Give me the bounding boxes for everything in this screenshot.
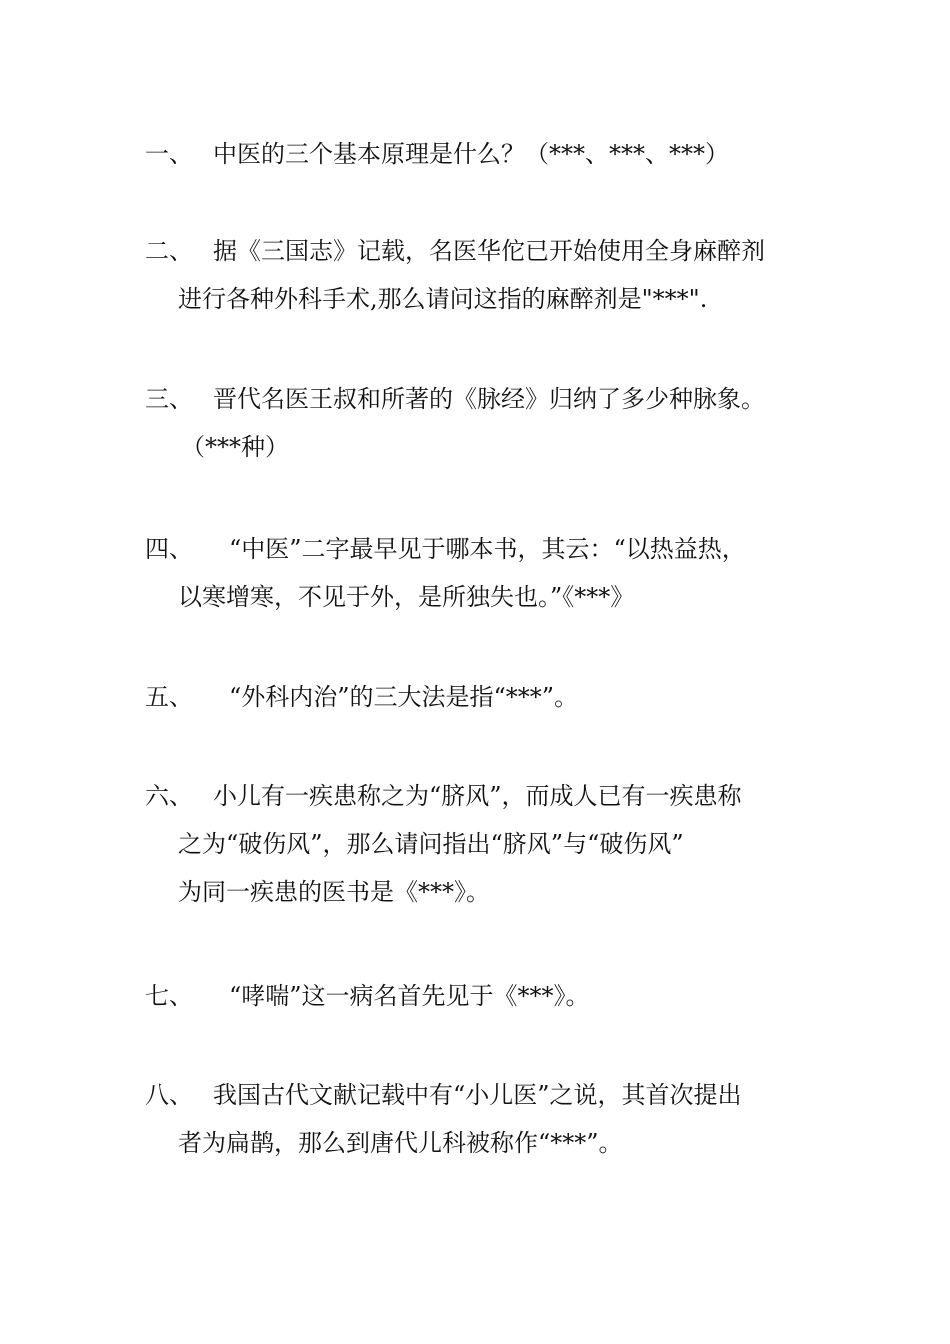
question-text-line: 以寒增寒，不见于外，是所独失也。”《***》: [178, 583, 635, 611]
question-3: [145, 375, 845, 471]
question-text-line: 者为扁鹊，那么到唐代儿科被称作“***”。: [178, 1129, 623, 1157]
question-text-line: “中医”二字最早见于哪本书，其云：“以热益热，: [229, 535, 746, 563]
question-6: [145, 772, 845, 916]
question-text-line: “哮喘”这一病名首先见于《***》。: [229, 982, 590, 1010]
question-text-line: 之为“破伤风”，那么请问指出“脐风”与“破伤风”: [178, 830, 684, 858]
question-text-line: 晋代名医王叔和所著的《脉经》归纳了多少种脉象。: [213, 385, 765, 413]
question-number: 三、: [145, 385, 193, 413]
question-1: [145, 130, 845, 178]
question-text-line: 进行各种外科手术,那么请问这指的麻醉剂是"***".: [178, 285, 708, 313]
question-text-line: 我国古代文献记载中有“小儿医”之说，其首次提出: [213, 1081, 742, 1109]
question-number: 一、: [145, 140, 193, 168]
question-number: 七、: [145, 982, 193, 1010]
question-text-line: 为同一疾患的医书是《***》。: [178, 878, 490, 906]
question-number: 六、: [145, 782, 193, 810]
question-5: [145, 673, 845, 721]
question-2: [145, 227, 845, 323]
question-text-line: （***种）: [181, 433, 289, 461]
question-number: 八、: [145, 1081, 193, 1109]
question-text-line: “外科内治”的三大法是指“***”。: [229, 683, 579, 711]
question-number: 二、: [145, 237, 193, 265]
question-number: 四、: [145, 535, 193, 563]
question-number: 五、: [145, 683, 193, 711]
question-text-line: 据《三国志》记载，名医华佗已开始使用全身麻醉剂: [213, 237, 765, 265]
question-text-line: 小儿有一疾患称之为“脐风”，而成人已有一疾患称: [213, 782, 742, 810]
question-text-line: 中医的三个基本原理是什么？（***、***、***）: [213, 140, 729, 168]
question-8: [145, 1071, 845, 1167]
question-7: [145, 972, 845, 1020]
question-4: [145, 525, 845, 621]
